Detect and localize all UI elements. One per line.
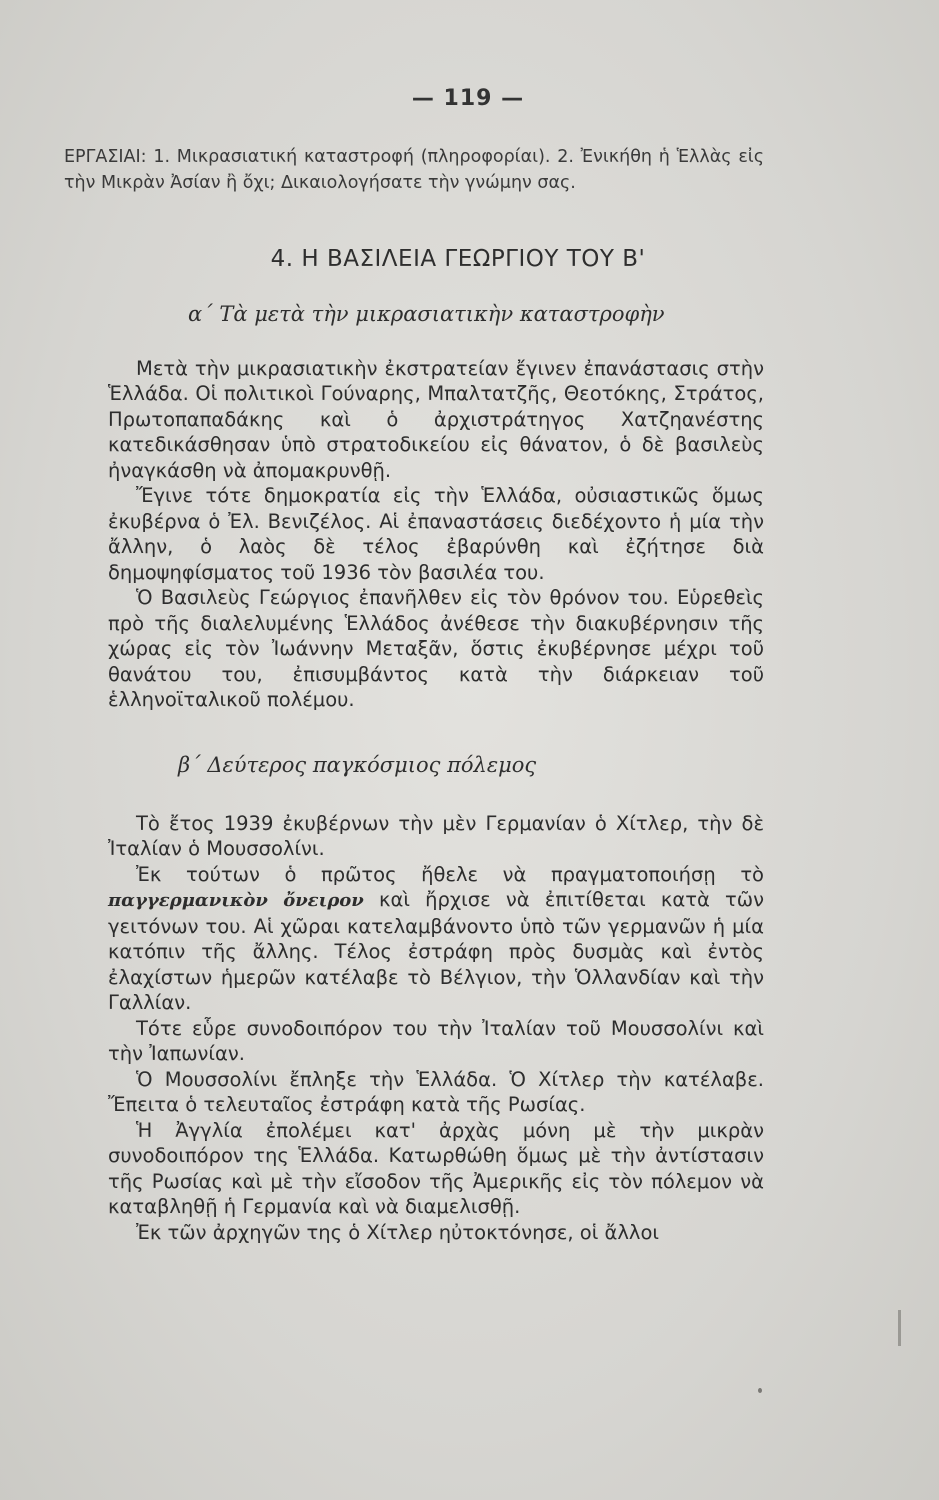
page-number: — 119 — [411, 86, 525, 111]
paragraph [108, 862, 764, 1016]
margin-mark [898, 1310, 901, 1346]
exercises-text: ΕΡΓΑΣΙΑΙ: 1. Μικρασιατική καταστροφή (πληροφορίαι). 2. Ἐνικήθη ἡ Ἑλλὰς εἰς τὴν Μικρὰν Ἀσίαν ἢ ὄχι; Δικαιολογήσατε τὴν γνώμην σας. [64, 146, 764, 193]
paragraph: Μετὰ τὴν μικρασιατικὴν ἐκστρατείαν ἔγινεν ἐπανάστασις στὴν Ἑλλάδα. Οἱ πολιτικοὶ Γούναρης, Μπαλτατζῆς, Θεοτόκης, Στράτος, Πρωτοπαπαδάκης καὶ ὁ ἀρχιστράτηγος Χατζηανέστης κατεδικάσθησαν ὑπὸ στρατοδικείου εἰς θάνατον, ὁ δὲ βασιλεὺς ἠναγκάσθη νὰ ἀπομακρυνθῇ. [108, 356, 764, 482]
ink-speck [758, 1388, 762, 1393]
section-a-title: α΄ Τὰ μετὰ τὴν μικρασιατικὴν καταστροφὴν [188, 301, 665, 326]
emphasized-phrase: παγγερμανικὸν ὄνειρον [108, 890, 364, 911]
paragraph: Τὸ ἔτος 1939 ἐκυβέρνων τὴν μὲν Γερμανίαν ὁ Χίτλερ, τὴν δὲ Ἰταλίαν ὁ Μουσσολίνι. [108, 811, 764, 860]
section-a-body [108, 356, 768, 713]
paragraph: Ἔγινε τότε δημοκρατία εἰς τὴν Ἑλλάδα, οὐσιαστικῶς ὅμως ἐκυβέρνα ὁ Ἐλ. Βενιζέλος. Αἱ ἐπαναστάσεις διεδέχοντο ἡ μία τὴν ἄλλην, ὁ λαὸς δὲ τέλος ἐβαρύνθη καὶ ἐζήτησε διὰ δημοψηφίσματος τοῦ 1936 τὸν βασιλέα του. [108, 484, 764, 584]
paragraph: Τότε εὗρε συνοδοιπόρον του τὴν Ἰταλίαν τοῦ Μουσσολίνι καὶ τὴν Ἰαπωνίαν. [108, 1016, 764, 1065]
paragraph: Ἐκ τῶν ἀρχηγῶν της ὁ Χίτλερ ηὐτοκτόνησε, οἱ ἄλλοι [136, 1220, 659, 1244]
paragraph-text: καὶ ἤρχισε νὰ ἐπιτίθεται κατὰ τῶν γειτόνων του. Αἱ χῶραι κατελαμβάνοντο ὑπὸ τῶν γερμανῶν ἡ μία κατόπιν τῆς ἄλλης. Τέλος ἐστράφη πρὸς δυσμὰς καὶ ἐντὸς ἐλαχίστων ἡμερῶν κατέλαβε τὸ Βέλγιον, τὴν Ὁλλανδίαν καὶ τὴν Γαλλίαν. [108, 888, 765, 1014]
book-page [64, 86, 768, 1245]
chapter-title: 4. Η ΒΑΣΙΛΕΙΑ ΓΕΩΡΓΙΟΥ ΤΟΥ Β' [270, 245, 646, 272]
section-b-title: β΄ Δεύτερος παγκόσμιος πόλεμος [178, 752, 537, 777]
paragraph: Ὁ Βασιλεὺς Γεώργιος ἐπανῆλθεν εἰς τὸν θρόνον του. Εὑρεθεὶς πρὸ τῆς διαλελυμένης Ἑλλάδος ἀνέθεσε τὴν διακυβέρνησιν τῆς χώρας εἰς τὸν Ἰωάννην Μεταξᾶν, ὅστις ἐκυβέρνησε μέχρι τοῦ θανάτου του, ἐπισυμβάντος κατὰ τὴν διάρκειαν τοῦ ἑλληνοϊταλικοῦ πολέμου. [108, 586, 764, 711]
paragraph-text: Ἐκ τούτων ὁ πρῶτος ἤθελε νὰ πραγματοποιήσῃ τὸ [136, 862, 764, 886]
paragraph: Ἡ Ἀγγλία ἐπολέμει κατ' ἀρχὰς μόνη μὲ τὴν μικρὰν συνοδοιπόρον της Ἑλλάδα. Κατωρθώθη ὅμως μὲ τὴν ἀντίστασιν τῆς Ρωσίας καὶ μὲ τὴν εἴσοδον τῆς Ἀμερικῆς εἰς τὸν πόλεμον νὰ καταβληθῇ ἡ Γερμανία καὶ νὰ διαμελισθῇ. [108, 1118, 764, 1218]
section-b-body [108, 811, 768, 1246]
paragraph: Ὁ Μουσσολίνι ἔπληξε τὴν Ἑλλάδα. Ὁ Χίτλερ τὴν κατέλαβε. Ἔπειτα ὁ τελευταῖος ἐστράφη κατὰ τῆς Ρωσίας. [108, 1067, 764, 1116]
